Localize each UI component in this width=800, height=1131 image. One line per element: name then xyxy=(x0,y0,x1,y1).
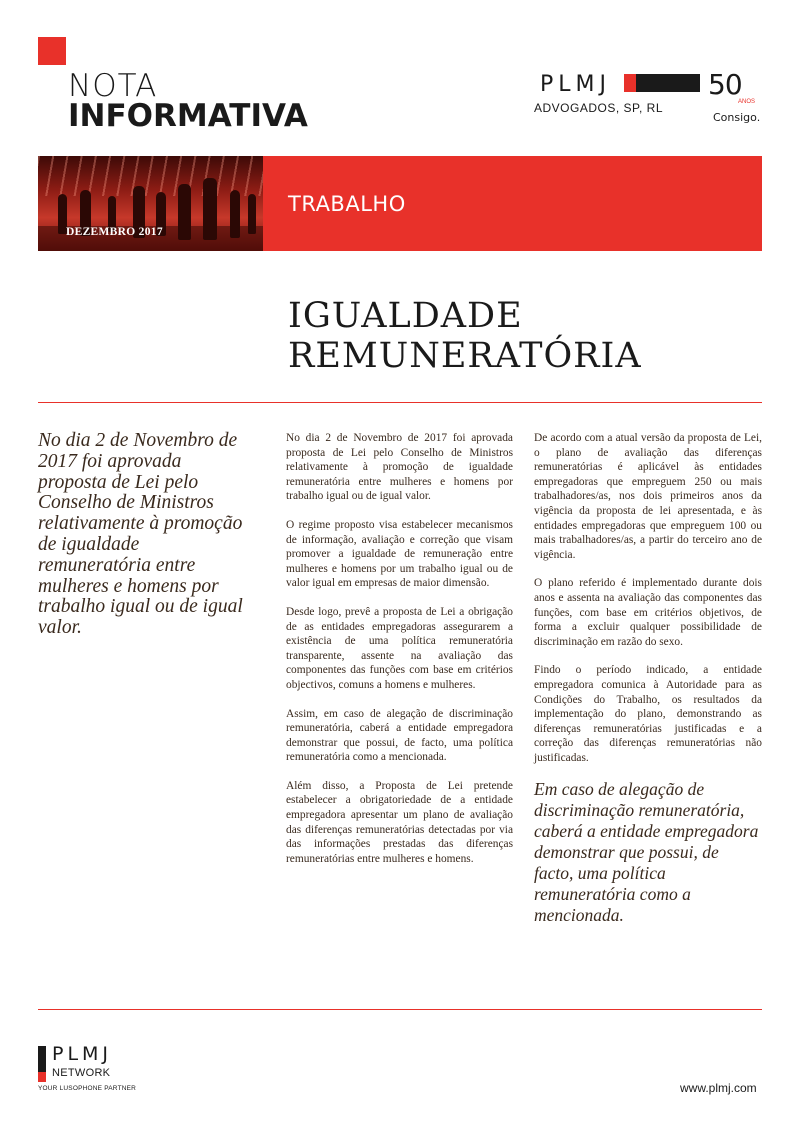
paragraph: O plano referido é implementado durante dois anos e assenta na avaliação das componentes das funções, com base em critérios objetivos, de forma a excluir qualquer possibilidade de discriminação em razão do sexo. xyxy=(534,577,762,648)
anniversary-anos: ANOS xyxy=(738,99,756,105)
lead-paragraph: No dia 2 de Novembro de 2017 foi aprovada proposta de Lei pelo Conselho de Ministros relativamente à promoção de igualdade remuneratória entre mulheres e homens por trabalho igual ou de igual valor. xyxy=(38,430,243,639)
paragraph: Desde logo, prevê a proposta de Lei a obrigação de as entidades empregadoras assegurarem a existência de uma política remuneratória transparente, assente na avaliação das componentes das funções com base em critérios objectivos, comuns a homens e mulheres. xyxy=(286,605,513,691)
paragraph: Assim, em caso de alegação de discriminação remuneratória, caberá a entidade empregadora demonstrar que possui, de facto, uma política remuneratória como a mencionada. xyxy=(286,707,513,764)
paragraph: De acordo com a atual versão da proposta de Lei, o plano de avaliação das diferenças remuneratórias é aplicável às entidades empregadoras que empreguem 250 ou mais trabalhadores/as, nos dois primeiros anos da vigência da proposta de lei apresentada, e às entidades empregadoras que empreguem 100 ou mais trabalhadores/as, a partir do terceiro ano de vigência. xyxy=(534,432,762,561)
doc-type-informativa: INFORMATIVA xyxy=(68,98,308,134)
firm-subtitle: ADVOGADOS, SP, RL xyxy=(534,101,663,115)
network-label: NETWORK xyxy=(52,1067,111,1079)
network-logo-black-bar xyxy=(38,1046,46,1072)
pull-quote: Em caso de alegação de discriminação remuneratória, caberá a entidade empregadora demonstrar que possui, de facto, uma política remuneratória como a mencionada. xyxy=(534,779,759,926)
section-label: TRABALHO xyxy=(288,192,406,216)
paragraph: O regime proposto visa estabelecer mecanismos de informação, avaliação e correção que visam promover a igualdade de remuneração entre mulheres e homens por um trabalho igual ou de valor igual em empresas de maior dimensão. xyxy=(286,518,513,590)
brand-red-square xyxy=(38,37,66,65)
plmj-logo-red-bar xyxy=(624,74,636,92)
top-divider xyxy=(38,402,762,403)
plmj-logo: PLMJ xyxy=(540,72,611,97)
title-line-2: REMUNERATÓRIA xyxy=(288,336,642,376)
title-line-1: IGUALDADE xyxy=(288,296,523,336)
plmj-network-logo: PLMJ xyxy=(52,1043,113,1065)
paragraph: Além disso, a Proposta de Lei pretende estabelecer a obrigatoriedade de a entidade empregadora apresentar um plano de avaliação das diferenças remuneratórias detectadas por via das informações prestadas das diferenças remuneratórias entre mulheres e homens. xyxy=(286,779,513,865)
page-title xyxy=(288,296,708,376)
bottom-divider xyxy=(38,1009,762,1010)
paragraph: Findo o período indicado, a entidade empregadora comunica à Autoridade para as Condições do Trabalho, os resultados da implementação do plano, demonstrando as diferenças remuneratórias justificadas e a correção das diferenças remuneratórias não justificadas. xyxy=(534,664,762,764)
body-column-1 xyxy=(286,431,513,880)
paragraph: No dia 2 de Novembro de 2017 foi aprovada proposta de Lei pelo Conselho de Ministros relativamente à promoção de igualdade remuneratória entre mulheres e homens por trabalho igual ou de igual valor. xyxy=(286,432,513,503)
website-link[interactable]: www.plmj.com xyxy=(680,1081,757,1095)
plmj-logo-black-bar xyxy=(636,74,700,92)
network-logo-red-bar xyxy=(38,1072,46,1082)
body-column-2 xyxy=(534,431,762,940)
partner-tagline: YOUR LUSOPHONE PARTNER xyxy=(38,1085,137,1092)
anniversary-tagline: Consigo. xyxy=(713,111,761,124)
issue-date: DEZEMBRO 2017 xyxy=(66,226,163,238)
anniversary-50-logo: 50 xyxy=(708,68,742,101)
doc-type-nota: NOTA xyxy=(68,68,158,104)
